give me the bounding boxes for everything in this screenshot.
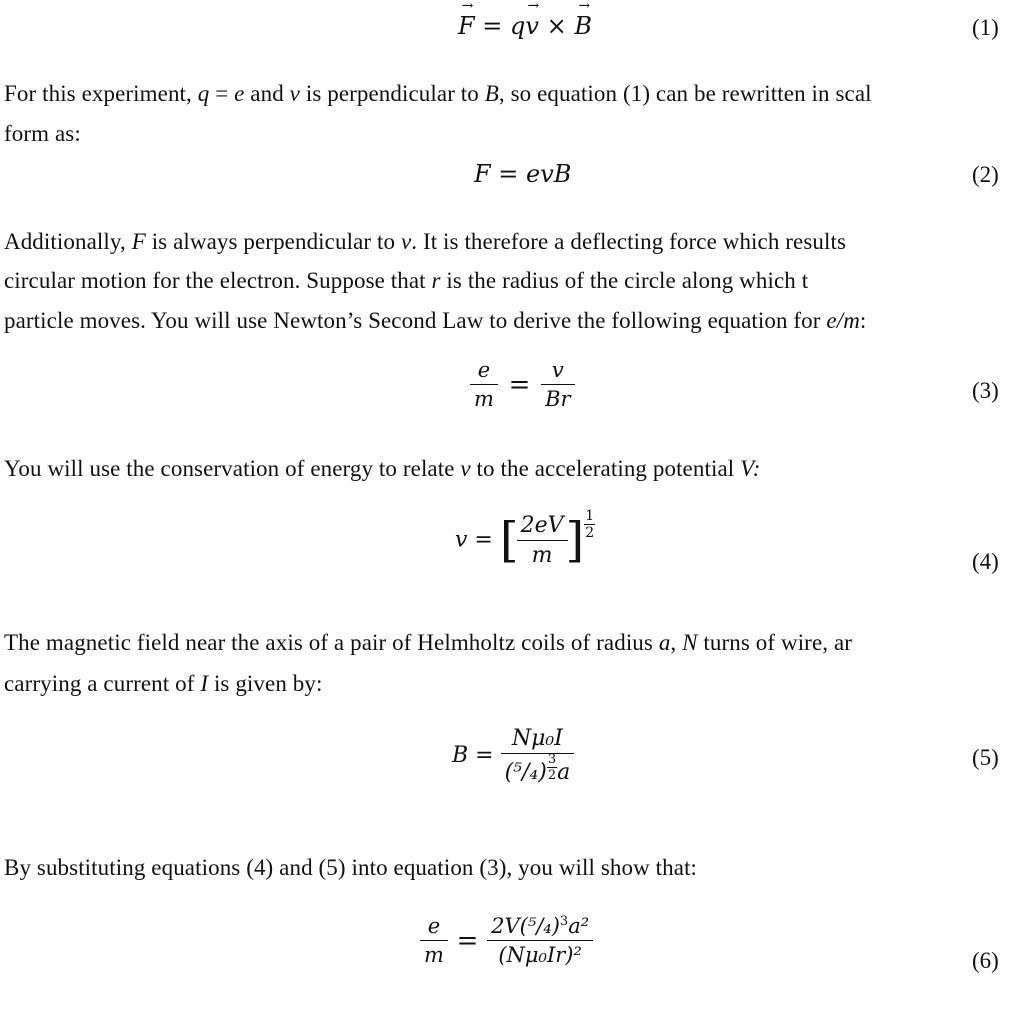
equation-1-number: (1) [972,15,999,40]
equation-5-number: (5) [972,745,999,770]
paragraph-3: You will use the conservation of energy to relate v to the accelerating potential V: [4,456,761,481]
equation-3-number: (3) [972,378,999,403]
paragraph-2-line-3: particle moves. You will use Newton’s Second Law to derive the following equation for e/m: [4,308,867,333]
equation-6: $\frac{e}{m}$ = $\frac{2V(^5/_4)^3a^2}{\text{(Nμ₀Ir)²}}$ [420,914,593,967]
equation-6-number: (6) [972,948,999,973]
equation-5: B = Nμ₀I (⁵/₄) $\frac{3}{2}$ a [452,726,574,785]
paragraph-5: By substituting equations (4) and (5) into equation (3), you will show that: [4,855,698,880]
paragraph-1-line-1: For this experiment, q = e and v is perpendicular to B, so equation (1) can be rewritten in scal [4,81,872,106]
equation-4-number: (4) [972,549,999,574]
equation-2: F = evB [474,160,572,188]
paragraph-2-line-1: Additionally, F is always perpendicular to v. It is therefore a deflecting force which results [4,229,847,254]
equation-4: v = [ $\frac{2eV}{m}$ ] $\frac{1}{2}$ [455,508,595,568]
paragraph-4-line-1: The magnetic field near the axis of a pair of Helmholtz coils of radius a, N turns of wire, ar [4,630,853,655]
equation-2-number: (2) [972,162,999,187]
equation-3: $\frac{e}{m}$ = $\frac{v}{Br}$ [470,358,575,411]
equation-1: → F = q → v × → B [458,0,592,40]
paragraph-4-line-2: carrying a current of I is given by: [4,671,323,696]
paragraph-2-line-2: circular motion for the electron. Suppose that r is the radius of the circle along which t [4,268,809,293]
paragraph-1-line-2: form as: [4,121,81,146]
